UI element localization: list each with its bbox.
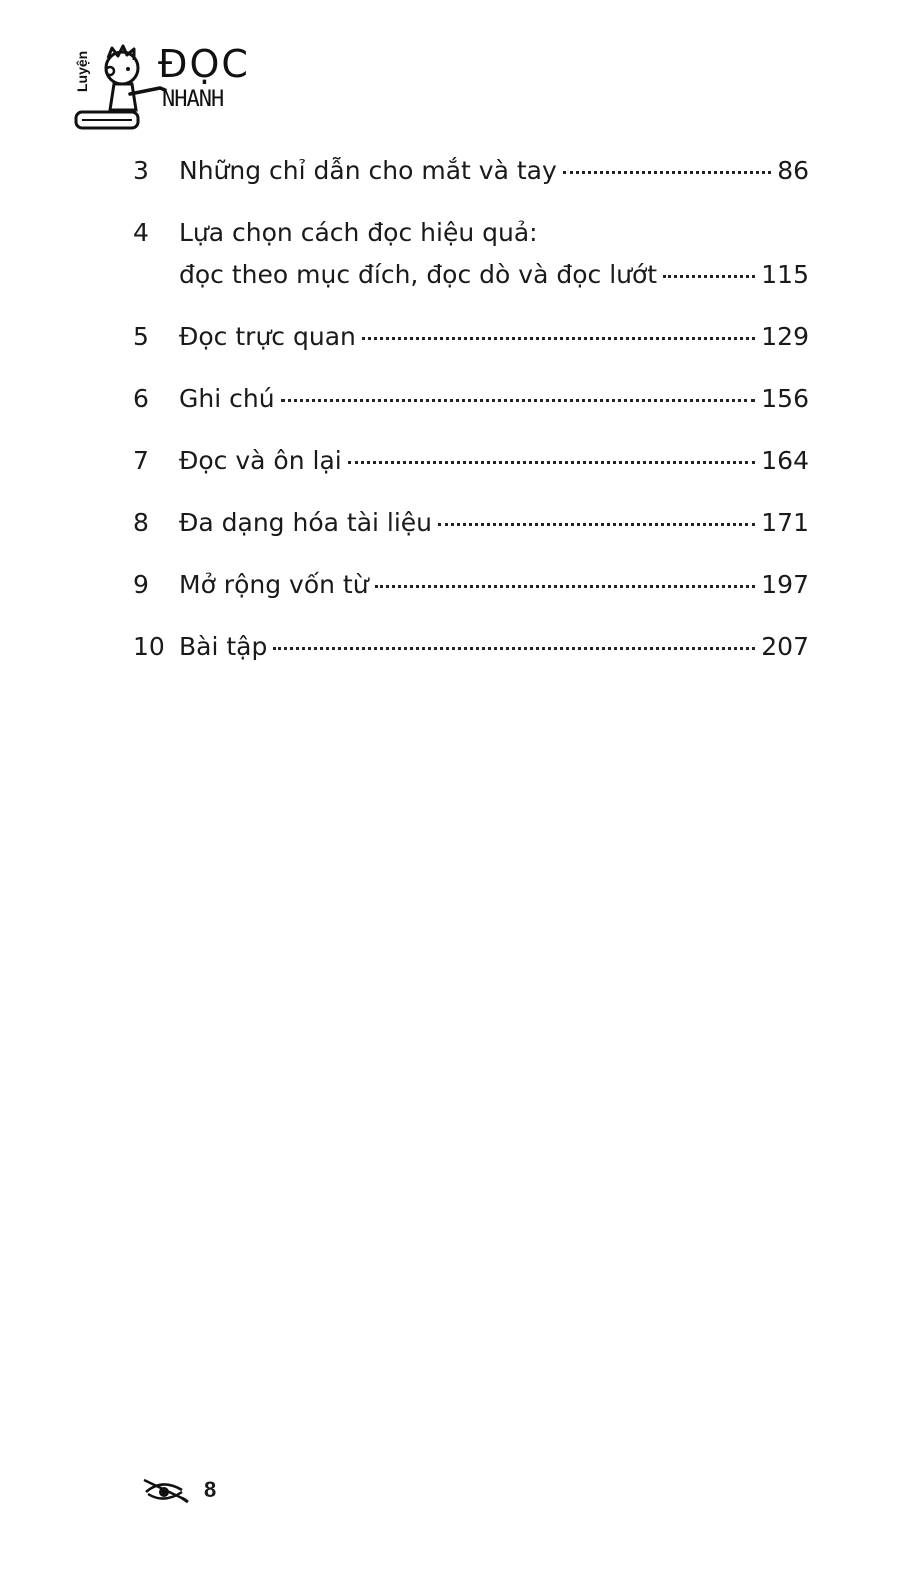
chapter-title-continued: đọc theo mục đích, đọc dò và đọc lướt bbox=[179, 260, 658, 289]
chapter-title: Những chỉ dẫn cho mắt và tay bbox=[179, 156, 557, 185]
page-ref: 86 bbox=[777, 156, 809, 185]
dot-leader bbox=[438, 523, 755, 526]
chapter-title: Ghi chú bbox=[179, 384, 275, 413]
toc-entry[interactable] bbox=[133, 212, 809, 296]
chapter-number: 7 bbox=[133, 446, 149, 475]
chapter-title: Bài tập bbox=[179, 632, 268, 661]
dot-leader bbox=[273, 647, 755, 650]
page-ref: 197 bbox=[761, 570, 809, 599]
dot-leader bbox=[563, 171, 771, 174]
chapter-number: 6 bbox=[133, 384, 149, 413]
page-ref: 115 bbox=[761, 260, 809, 289]
toc-entry[interactable] bbox=[133, 502, 809, 544]
logo-word-sub: NHANH bbox=[162, 87, 224, 112]
dot-leader bbox=[362, 337, 755, 340]
dot-leader bbox=[663, 275, 755, 278]
chapter-title: Đa dạng hóa tài liệu bbox=[179, 508, 433, 537]
chapter-title: Lựa chọn cách đọc hiệu quả: bbox=[179, 218, 538, 247]
toc-entry[interactable] bbox=[133, 564, 809, 606]
chapter-title: Mở rộng vốn từ bbox=[179, 570, 369, 599]
toc-entry[interactable] bbox=[133, 150, 809, 192]
chapter-number: 5 bbox=[133, 322, 149, 351]
chapter-number: 3 bbox=[133, 156, 149, 185]
eye-pen-icon bbox=[142, 1476, 190, 1504]
dot-leader bbox=[375, 585, 756, 588]
page-number: 8 bbox=[204, 1477, 217, 1502]
logo-word-large: ĐỌC bbox=[158, 42, 250, 86]
chapter-title: Đọc và ôn lại bbox=[179, 446, 342, 475]
dot-leader bbox=[348, 461, 756, 464]
logo-word-small: Luyện bbox=[74, 50, 90, 92]
table-of-contents bbox=[133, 150, 809, 668]
page-ref: 207 bbox=[761, 632, 809, 661]
toc-entry[interactable] bbox=[133, 378, 809, 420]
chapter-number: 8 bbox=[133, 508, 149, 537]
chapter-number: 10 bbox=[133, 632, 165, 661]
dot-leader bbox=[281, 399, 756, 402]
page-ref: 156 bbox=[761, 384, 809, 413]
book-logo bbox=[70, 38, 270, 138]
chapter-number: 9 bbox=[133, 570, 149, 599]
chapter-number: 4 bbox=[133, 218, 149, 247]
toc-entry[interactable] bbox=[133, 440, 809, 482]
toc-entry[interactable] bbox=[133, 316, 809, 358]
page-ref: 129 bbox=[761, 322, 809, 351]
page-ref: 171 bbox=[761, 508, 809, 537]
toc-entry[interactable] bbox=[133, 626, 809, 668]
page-footer bbox=[142, 1476, 216, 1504]
page-ref: 164 bbox=[761, 446, 809, 475]
chapter-title: Đọc trực quan bbox=[179, 322, 356, 351]
